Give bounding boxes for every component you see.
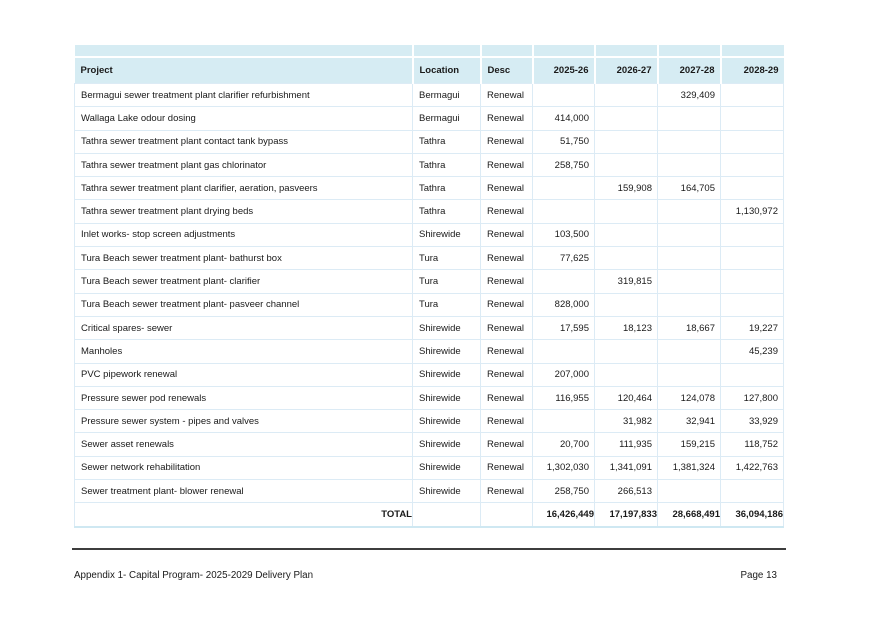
fy-2028-29-cell: 1,130,972 bbox=[721, 200, 784, 223]
footer-divider bbox=[72, 548, 786, 550]
fy-2025-26-cell: 258,750 bbox=[533, 480, 595, 503]
project-cell: Pressure sewer pod renewals bbox=[75, 386, 413, 409]
header-spacer-cell bbox=[595, 45, 658, 57]
table-body bbox=[75, 84, 784, 503]
project-cell: Bermagui sewer treatment plant clarifier refurbishment bbox=[75, 84, 413, 107]
table-row bbox=[75, 480, 784, 503]
table-row bbox=[75, 177, 784, 200]
header-spacer-cell bbox=[481, 45, 533, 57]
fy-2027-28-cell: 32,941 bbox=[658, 410, 721, 433]
fy-2027-28-cell: 159,215 bbox=[658, 433, 721, 456]
table-row bbox=[75, 107, 784, 130]
fy-2028-29-cell bbox=[721, 363, 784, 386]
project-cell: Tathra sewer treatment plant drying beds bbox=[75, 200, 413, 223]
desc-cell: Renewal bbox=[481, 386, 533, 409]
fy-2025-26-cell: 51,750 bbox=[533, 130, 595, 153]
fy-2028-29-cell bbox=[721, 107, 784, 130]
project-cell: Tura Beach sewer treatment plant- clarifier bbox=[75, 270, 413, 293]
column-header-2028-29: 2028-29 bbox=[721, 57, 784, 84]
column-header-location: Location bbox=[413, 57, 481, 84]
desc-cell: Renewal bbox=[481, 84, 533, 107]
desc-cell: Renewal bbox=[481, 316, 533, 339]
fy-2028-29-cell bbox=[721, 84, 784, 107]
fy-2027-28-cell bbox=[658, 223, 721, 246]
location-cell: Shirewide bbox=[413, 340, 481, 363]
total-2025-26: 16,426,449 bbox=[533, 503, 595, 527]
desc-cell: Renewal bbox=[481, 410, 533, 433]
table-row bbox=[75, 410, 784, 433]
header-spacer-cell bbox=[658, 45, 721, 57]
table-row bbox=[75, 247, 784, 270]
fy-2026-27-cell bbox=[595, 84, 658, 107]
location-cell: Shirewide bbox=[413, 410, 481, 433]
header-spacer-cell bbox=[721, 45, 784, 57]
fy-2026-27-cell bbox=[595, 340, 658, 363]
fy-2025-26-cell bbox=[533, 270, 595, 293]
fy-2028-29-cell: 33,929 bbox=[721, 410, 784, 433]
fy-2027-28-cell bbox=[658, 200, 721, 223]
header-spacer-cell bbox=[413, 45, 481, 57]
desc-cell: Renewal bbox=[481, 177, 533, 200]
table-header bbox=[75, 45, 784, 84]
total-2027-28: 28,668,491 bbox=[658, 503, 721, 527]
fy-2026-27-cell: 159,908 bbox=[595, 177, 658, 200]
page-number: Page 13 bbox=[740, 570, 777, 581]
desc-cell: Renewal bbox=[481, 293, 533, 316]
table-footer bbox=[75, 503, 784, 527]
column-header-desc: Desc bbox=[481, 57, 533, 84]
fy-2027-28-cell: 164,705 bbox=[658, 177, 721, 200]
fy-2027-28-cell bbox=[658, 153, 721, 176]
fy-2028-29-cell bbox=[721, 247, 784, 270]
location-cell: Bermagui bbox=[413, 107, 481, 130]
total-2026-27: 17,197,833 bbox=[595, 503, 658, 527]
project-cell: Sewer treatment plant- blower renewal bbox=[75, 480, 413, 503]
project-cell: Inlet works- stop screen adjustments bbox=[75, 223, 413, 246]
fy-2026-27-cell bbox=[595, 107, 658, 130]
total-2028-29: 36,094,186 bbox=[721, 503, 784, 527]
fy-2025-26-cell bbox=[533, 84, 595, 107]
desc-cell: Renewal bbox=[481, 433, 533, 456]
project-cell: Tura Beach sewer treatment plant- bathurst box bbox=[75, 247, 413, 270]
project-cell: Wallaga Lake odour dosing bbox=[75, 107, 413, 130]
project-cell: Critical spares- sewer bbox=[75, 316, 413, 339]
header-spacer-cell bbox=[75, 45, 413, 57]
header-spacer-cell bbox=[533, 45, 595, 57]
footer-text: Appendix 1- Capital Program- 2025-2029 Delivery Plan bbox=[74, 570, 314, 581]
fy-2028-29-cell bbox=[721, 270, 784, 293]
fy-2027-28-cell: 18,667 bbox=[658, 316, 721, 339]
location-cell: Tathra bbox=[413, 177, 481, 200]
fy-2026-27-cell: 266,513 bbox=[595, 480, 658, 503]
desc-cell: Renewal bbox=[481, 247, 533, 270]
fy-2027-28-cell bbox=[658, 270, 721, 293]
table-row bbox=[75, 363, 784, 386]
location-cell: Shirewide bbox=[413, 223, 481, 246]
fy-2028-29-cell bbox=[721, 130, 784, 153]
fy-2025-26-cell: 20,700 bbox=[533, 433, 595, 456]
fy-2028-29-cell: 45,239 bbox=[721, 340, 784, 363]
table-row bbox=[75, 153, 784, 176]
table-row bbox=[75, 293, 784, 316]
fy-2025-26-cell bbox=[533, 200, 595, 223]
location-cell: Bermagui bbox=[413, 84, 481, 107]
fy-2027-28-cell bbox=[658, 480, 721, 503]
fy-2025-26-cell: 828,000 bbox=[533, 293, 595, 316]
project-cell: Tura Beach sewer treatment plant- pasveer channel bbox=[75, 293, 413, 316]
fy-2027-28-cell: 124,078 bbox=[658, 386, 721, 409]
location-cell: Shirewide bbox=[413, 480, 481, 503]
fy-2028-29-cell: 118,752 bbox=[721, 433, 784, 456]
desc-cell: Renewal bbox=[481, 340, 533, 363]
location-cell: Shirewide bbox=[413, 433, 481, 456]
location-cell: Tathra bbox=[413, 200, 481, 223]
desc-cell: Renewal bbox=[481, 200, 533, 223]
location-cell: Tura bbox=[413, 293, 481, 316]
fy-2025-26-cell bbox=[533, 410, 595, 433]
table-row bbox=[75, 456, 784, 479]
location-cell: Shirewide bbox=[413, 316, 481, 339]
desc-cell: Renewal bbox=[481, 363, 533, 386]
table-row bbox=[75, 223, 784, 246]
fy-2027-28-cell: 1,381,324 bbox=[658, 456, 721, 479]
fy-2027-28-cell bbox=[658, 247, 721, 270]
column-header-2026-27: 2026-27 bbox=[595, 57, 658, 84]
project-cell: Sewer asset renewals bbox=[75, 433, 413, 456]
fy-2028-29-cell bbox=[721, 177, 784, 200]
desc-cell: Renewal bbox=[481, 480, 533, 503]
fy-2026-27-cell bbox=[595, 363, 658, 386]
desc-cell: Renewal bbox=[481, 270, 533, 293]
header-label-row bbox=[75, 57, 784, 84]
fy-2027-28-cell bbox=[658, 293, 721, 316]
location-cell: Tathra bbox=[413, 130, 481, 153]
fy-2027-28-cell: 329,409 bbox=[658, 84, 721, 107]
total-desc-cell bbox=[481, 503, 533, 527]
table-row bbox=[75, 84, 784, 107]
fy-2025-26-cell: 1,302,030 bbox=[533, 456, 595, 479]
fy-2028-29-cell bbox=[721, 293, 784, 316]
desc-cell: Renewal bbox=[481, 223, 533, 246]
table-row bbox=[75, 340, 784, 363]
fy-2025-26-cell: 103,500 bbox=[533, 223, 595, 246]
project-cell: Tathra sewer treatment plant contact tank bypass bbox=[75, 130, 413, 153]
fy-2026-27-cell bbox=[595, 223, 658, 246]
fy-2027-28-cell bbox=[658, 363, 721, 386]
table-row bbox=[75, 433, 784, 456]
table-row bbox=[75, 316, 784, 339]
fy-2025-26-cell: 258,750 bbox=[533, 153, 595, 176]
fy-2025-26-cell bbox=[533, 177, 595, 200]
column-header-project: Project bbox=[75, 57, 413, 84]
fy-2025-26-cell: 116,955 bbox=[533, 386, 595, 409]
total-label: TOTAL bbox=[75, 503, 413, 527]
project-cell: Manholes bbox=[75, 340, 413, 363]
fy-2027-28-cell bbox=[658, 107, 721, 130]
fy-2028-29-cell: 1,422,763 bbox=[721, 456, 784, 479]
capital-program-table bbox=[74, 45, 784, 528]
fy-2026-27-cell bbox=[595, 200, 658, 223]
fy-2026-27-cell: 111,935 bbox=[595, 433, 658, 456]
desc-cell: Renewal bbox=[481, 130, 533, 153]
fy-2025-26-cell bbox=[533, 340, 595, 363]
header-spacer-row bbox=[75, 45, 784, 57]
fy-2026-27-cell: 18,123 bbox=[595, 316, 658, 339]
column-header-2027-28: 2027-28 bbox=[658, 57, 721, 84]
project-cell: Tathra sewer treatment plant clarifier, aeration, pasveers bbox=[75, 177, 413, 200]
fy-2027-28-cell bbox=[658, 130, 721, 153]
fy-2026-27-cell bbox=[595, 247, 658, 270]
table-row bbox=[75, 200, 784, 223]
fy-2026-27-cell: 1,341,091 bbox=[595, 456, 658, 479]
desc-cell: Renewal bbox=[481, 153, 533, 176]
fy-2028-29-cell bbox=[721, 153, 784, 176]
table-row bbox=[75, 386, 784, 409]
fy-2026-27-cell: 31,982 bbox=[595, 410, 658, 433]
fy-2028-29-cell bbox=[721, 480, 784, 503]
fy-2026-27-cell bbox=[595, 293, 658, 316]
project-cell: Pressure sewer system - pipes and valves bbox=[75, 410, 413, 433]
fy-2025-26-cell: 17,595 bbox=[533, 316, 595, 339]
location-cell: Tura bbox=[413, 247, 481, 270]
fy-2026-27-cell: 319,815 bbox=[595, 270, 658, 293]
fy-2027-28-cell bbox=[658, 340, 721, 363]
project-cell: Tathra sewer treatment plant gas chlorinator bbox=[75, 153, 413, 176]
table-row bbox=[75, 130, 784, 153]
desc-cell: Renewal bbox=[481, 107, 533, 130]
fy-2026-27-cell bbox=[595, 153, 658, 176]
fy-2028-29-cell: 127,800 bbox=[721, 386, 784, 409]
fy-2026-27-cell bbox=[595, 130, 658, 153]
total-location-cell bbox=[413, 503, 481, 527]
table-row bbox=[75, 270, 784, 293]
fy-2025-26-cell: 414,000 bbox=[533, 107, 595, 130]
project-cell: Sewer network rehabilitation bbox=[75, 456, 413, 479]
column-header-2025-26: 2025-26 bbox=[533, 57, 595, 84]
location-cell: Shirewide bbox=[413, 363, 481, 386]
fy-2028-29-cell bbox=[721, 223, 784, 246]
fy-2025-26-cell: 207,000 bbox=[533, 363, 595, 386]
fy-2028-29-cell: 19,227 bbox=[721, 316, 784, 339]
fy-2026-27-cell: 120,464 bbox=[595, 386, 658, 409]
location-cell: Tura bbox=[413, 270, 481, 293]
location-cell: Shirewide bbox=[413, 456, 481, 479]
location-cell: Shirewide bbox=[413, 386, 481, 409]
project-cell: PVC pipework renewal bbox=[75, 363, 413, 386]
total-row bbox=[75, 503, 784, 527]
location-cell: Tathra bbox=[413, 153, 481, 176]
desc-cell: Renewal bbox=[481, 456, 533, 479]
fy-2025-26-cell: 77,625 bbox=[533, 247, 595, 270]
